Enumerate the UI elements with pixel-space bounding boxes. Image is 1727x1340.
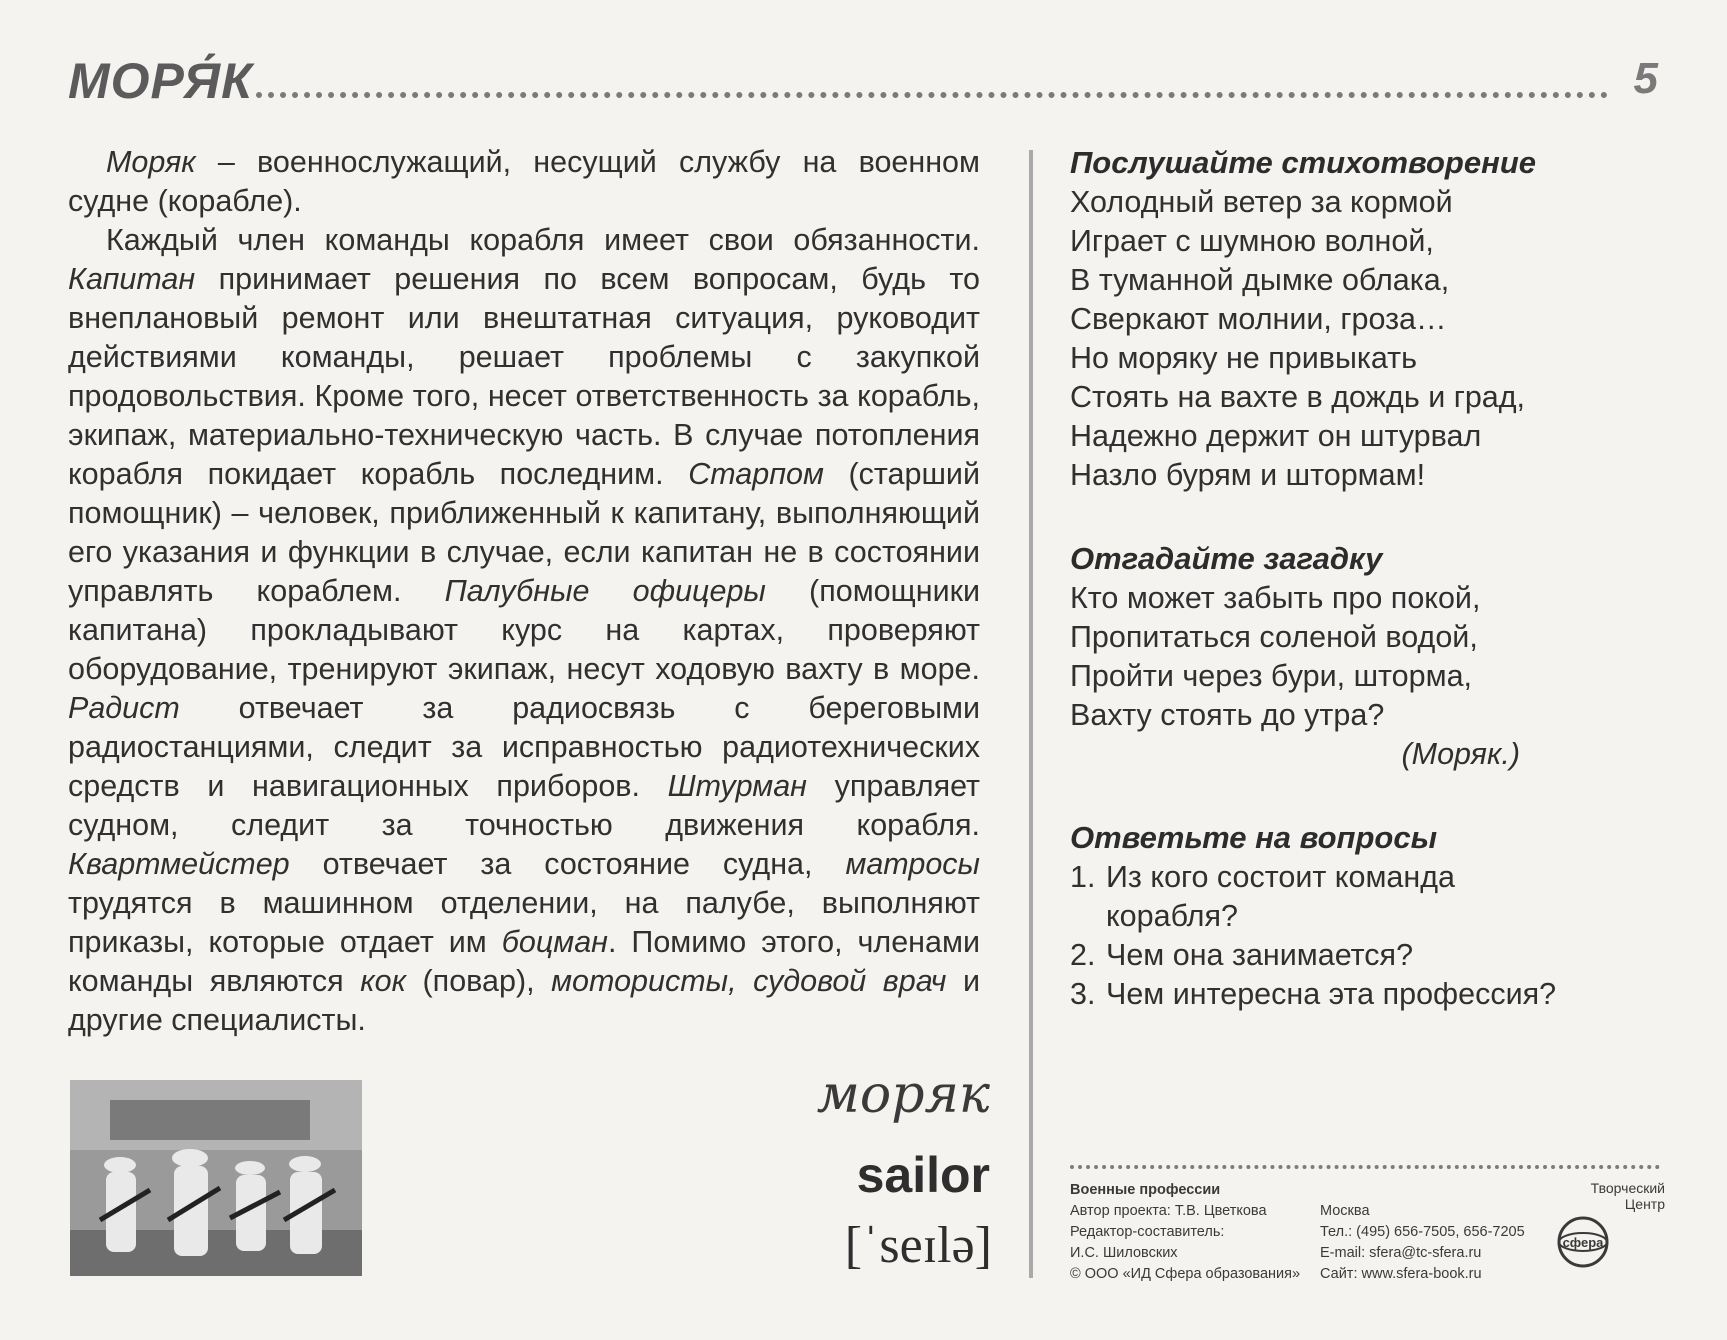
questions-list [1070, 858, 1670, 1014]
logo-line: Творческий [1590, 1180, 1665, 1196]
text-run: – военнослужащий, несущий службу на военном судне (корабле). [68, 145, 980, 218]
riddle-lines [1070, 579, 1670, 774]
publisher-site: Сайт: www.sfera-book.ru [1320, 1266, 1482, 1282]
question-item [1070, 936, 1670, 975]
text-run: принимает решения по всем вопросам, будь то внеплановый ремонт или внештатная ситуация, руководит действиями команды, решает проблемы с закупкой продовольствия. Кроме того, несет ответственность за корабль, экипаж, материально-техническую часть. В случае потопления корабля покидает корабль последним. [68, 262, 980, 491]
publisher-logo [1555, 1180, 1665, 1280]
poem-lines [1070, 183, 1670, 495]
term-highlight: Старпом [688, 457, 824, 491]
editor-name: И.С. Шиловских [1070, 1245, 1178, 1261]
page-title: МОРЯ́К [68, 53, 253, 109]
term-highlight: кок [360, 964, 406, 998]
term-highlight: Моряк [106, 145, 196, 179]
poem-line: Надежно держит он штурвал [1070, 419, 1482, 453]
question-item [1070, 975, 1670, 1014]
question-number: 2. [1070, 938, 1096, 972]
description-paragraph [68, 221, 980, 1040]
poem-line: Сверкают молнии, гроза… [1070, 302, 1447, 336]
poem-line: Холодный ветер за кормой [1070, 185, 1453, 219]
poem-line: Играет с шумною волной, [1070, 224, 1434, 258]
text-run: (старший помощник) – человек, приближенный к капитану, выполняющий его указания и функции в случае, если капитан не в состоянии управлять кораблем. [68, 457, 980, 608]
question-text: Чем она занимается? [1106, 938, 1414, 972]
right-column [1070, 143, 1670, 1014]
riddle-line: Вахту стоять до утра? [1070, 698, 1385, 732]
term-highlight: боцман [501, 925, 608, 959]
description-paragraph [68, 143, 980, 221]
text-run: трудятся в машинном отделении, на палубе, выполняют приказы, которые отдает им [68, 886, 980, 959]
riddle-line: Пройти через бури, шторма, [1070, 659, 1473, 693]
editor-label: Редактор-составитель: [1070, 1224, 1225, 1240]
term-highlight: Квартмейстер [68, 847, 290, 881]
term-highlight: Штурман [667, 769, 807, 803]
question-text: Из кого состоит команда [1106, 860, 1455, 894]
logo-line: Центр [1624, 1196, 1665, 1212]
logo-caption [1591, 1180, 1665, 1212]
sphere-logo-icon [1555, 1214, 1615, 1270]
transcription: [ˈseɪlə] [844, 1217, 992, 1274]
main-description [68, 143, 980, 1040]
project-author: Автор проекта: Т.В. Цветкова [1070, 1203, 1267, 1219]
poem-title: Послушайте стихотворение [1070, 145, 1537, 180]
text-run: и другие специалисты. [68, 964, 981, 1037]
sailors-photo [70, 1080, 362, 1276]
poem-line: Стоять на вахте в дождь и град, [1070, 380, 1526, 414]
publisher-email: E-mail: sfera@tc-sfera.ru [1320, 1245, 1482, 1261]
poem-line: Назло бурям и штормам! [1070, 458, 1426, 492]
poem-line: В туманной дымке облака, [1070, 263, 1450, 297]
riddle-answer: (Моряк.) [1401, 737, 1520, 771]
logo-mark-text: сфера [1562, 1235, 1604, 1250]
term-highlight: Радист [68, 691, 180, 725]
poem-line: Но моряку не привыкать [1070, 341, 1418, 375]
series-name: Военные профессии [1070, 1182, 1221, 1198]
question-text: Чем интересна эта профессия? [1106, 977, 1557, 1011]
question-number: 3. [1070, 977, 1096, 1011]
publisher-city: Москва [1320, 1203, 1370, 1219]
text-run: управляет судном, следит за точностью движения корабля. [68, 769, 981, 842]
question-item [1070, 858, 1670, 936]
question-number: 1. [1070, 860, 1096, 894]
term-highlight: Палубные офицеры [444, 574, 766, 608]
column-divider [1029, 150, 1033, 1278]
imprint-credits [1070, 1180, 1310, 1285]
text-run: отвечает за радиосвязь с береговыми радиостанциями, следит за исправностью радиотехнических средств и навигационных приборов. [68, 691, 980, 803]
text-run: . Помимо этого, членами команды являются [68, 925, 980, 998]
questions-section [1070, 818, 1670, 1014]
text-run: (повар), [405, 964, 552, 998]
riddle-line: Пропитаться соленой водой, [1070, 620, 1478, 654]
english-word: sailor [856, 1147, 990, 1203]
poem-section [1070, 143, 1670, 495]
sailors-photo-illustration [70, 1080, 362, 1276]
riddle-section [1070, 539, 1670, 774]
header-dotted-leader [256, 92, 1608, 98]
cursive-word: моряк [816, 1065, 990, 1125]
publisher-phone: Тел.: (495) 656-7505, 656-7205 [1320, 1224, 1525, 1240]
riddle-line: Кто может забыть про покой, [1070, 581, 1481, 615]
text-run: Каждый член команды корабля имеет свои обязанности. [106, 223, 980, 257]
footer-dotted-rule [1070, 1165, 1660, 1169]
page-number: 5 [1633, 54, 1658, 103]
page-header [68, 52, 1658, 112]
term-highlight: Капитан [68, 262, 196, 296]
text-run: (помощники капитана) прокладывают курс на картах, проверяют оборудование, тренируют экипаж, несут ходовую вахту в море. [68, 574, 980, 686]
questions-title: Ответьте на вопросы [1070, 820, 1438, 855]
copyright: © ООО «ИД Сфера образования» [1070, 1266, 1301, 1282]
riddle-title: Отгадайте загадку [1070, 541, 1383, 576]
text-run: отвечает за состояние судна, [289, 847, 846, 881]
term-highlight: мотористы, судовой врач [551, 964, 947, 998]
imprint-contacts [1320, 1201, 1560, 1285]
term-highlight: матросы [845, 847, 980, 881]
question-text: корабля? [1106, 899, 1238, 933]
